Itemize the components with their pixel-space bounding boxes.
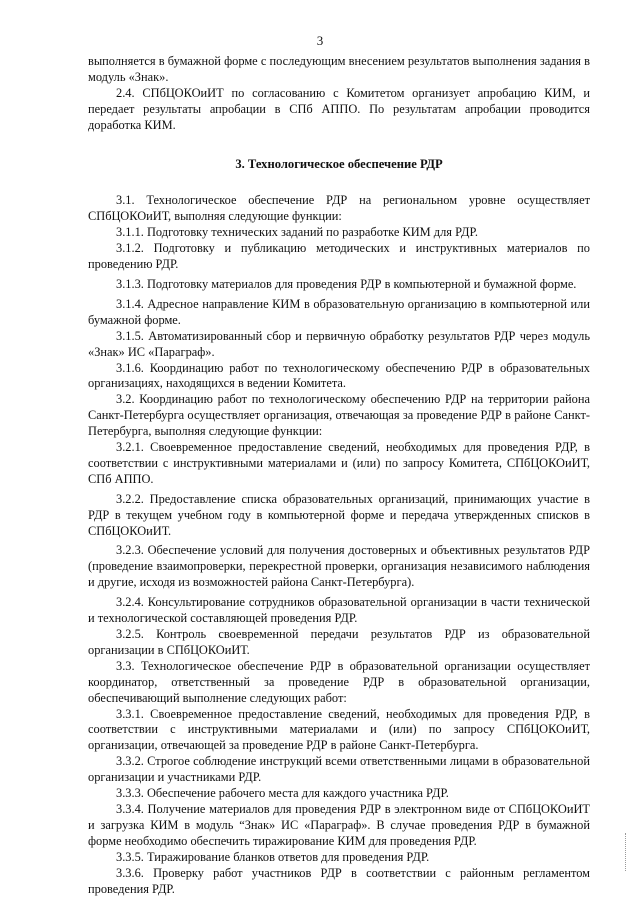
scan-edge-mark [625, 833, 628, 871]
paragraph: 3.1.1. Подготовку технических заданий по разработке КИМ для РДР. [116, 225, 478, 240]
paragraph: 3.3.6. Проверку работ участников РДР в соответствии с районным регламентом проведения РДР. [88, 865, 590, 896]
paragraph: 3.1.3. Подготовку материалов для проведения РДР в компьютерной и бумажной форме. [116, 276, 577, 291]
page-number: 3 [316, 33, 324, 48]
paragraph: 3.3.4. Получение материалов для проведения РДР в электронном виде от СПбЦОКОиИТ и загрузка КИМ в модуль “Знак» ИС «Параграф». В случае проведения РДР в бумажной форме необходимо обеспечить тиражирование КИМ для проведения РДР. [88, 801, 590, 848]
paragraph: 3.2.1. Своевременное предоставление сведений, необходимых для проведения РДР, в соответствии с инструктивными материалами и (или) по запросу Комитета, СПбЦОКОиИТ, СПб АППО. [88, 440, 590, 486]
paragraph: 3.2.5. Контроль своевременной передачи результатов РДР из образовательной организации в СПбЦОКОиИТ. [88, 627, 590, 657]
paragraph: 3.2.4. Консультирование сотрудников образовательной организации в части технической и технологической составляющей проведения РДР. [88, 595, 590, 626]
paragraph: 3.3.5. Тиражирование бланков ответов для проведения РДР. [116, 849, 430, 864]
paragraph: 3.3.3. Обеспечение рабочего места для каждого участника РДР. [116, 786, 449, 801]
paragraph: 3.3.1. Своевременное предоставление сведений, необходимых для проведения РДР, в соответствии с инструктивными материалами и (или) по запросу СПбЦОКОиИТ, организации, отвечающей за проведение РДР в районе Санкт-Петербурга. [88, 706, 590, 753]
paragraph: 3.1.6. Координацию работ по технологическому обеспечению РДР в образовательных организациях, находящихся в ведении Комитета. [88, 360, 590, 391]
paragraph: 3.2. Координацию работ по технологическому обеспечению РДР на территории района Санкт-Петербурга осуществляет организация, отвечающая за проведение РДР в районе Санкт-Петербурга, выполняя следующие функции: [88, 392, 590, 439]
section-heading: 3. Технологическое обеспечение РДР [235, 156, 443, 171]
paragraph: 3.1.4. Адресное направление КИМ в образовательную организацию в компьютерной или бумажной форме. [88, 296, 590, 327]
paragraph: выполняется в бумажной форме с последующим внесением результатов выполнения задания в модуль «Знак». [88, 54, 590, 84]
paragraph: 3.2.2. Предоставление списка образовательных организаций, принимающих участие в РДР в текущем учебном году в компьютерной форме и передача утвержденных списков в СПбЦОКОиИТ. [88, 491, 590, 538]
paragraph: 3.1.2. Подготовку и публикацию методических и инструктивных материалов по проведению РДР. [88, 241, 590, 272]
paragraph: 3.1. Технологическое обеспечение РДР на региональном уровне осуществляет СПбЦОКОиИТ, выполняя следующие функции: [88, 193, 590, 224]
document-body [88, 54, 590, 897]
paragraph: 3.3.2. Строгое соблюдение инструкций всеми ответственными лицами в образовательной организации и участниками РДР. [88, 754, 590, 785]
paragraph: 3.2.3. Обеспечение условий для получения достоверных и объективных результатов РДР (проведение взаимопроверки, перекрестной проверки, организация независимого наблюдения и другие, исходя из возможностей района Санкт-Петербурга). [88, 543, 590, 590]
paragraph: 3.3. Технологическое обеспечение РДР в образовательной организации осуществляет координатор, ответственный за проведение РДР в образовательной организации, обеспечивающий выполнение следующих работ: [88, 658, 590, 705]
paragraph: 2.4. СПбЦОКОиИТ по согласованию с Комитетом организует апробацию КИМ, и передает результаты апробации в СПб АППО. По результатам апробации проводится доработка КИМ. [88, 85, 590, 132]
paragraph: 3.1.5. Автоматизированный сбор и первичную обработку результатов РДР через модуль «Знак» ИС «Параграф». [88, 328, 590, 359]
